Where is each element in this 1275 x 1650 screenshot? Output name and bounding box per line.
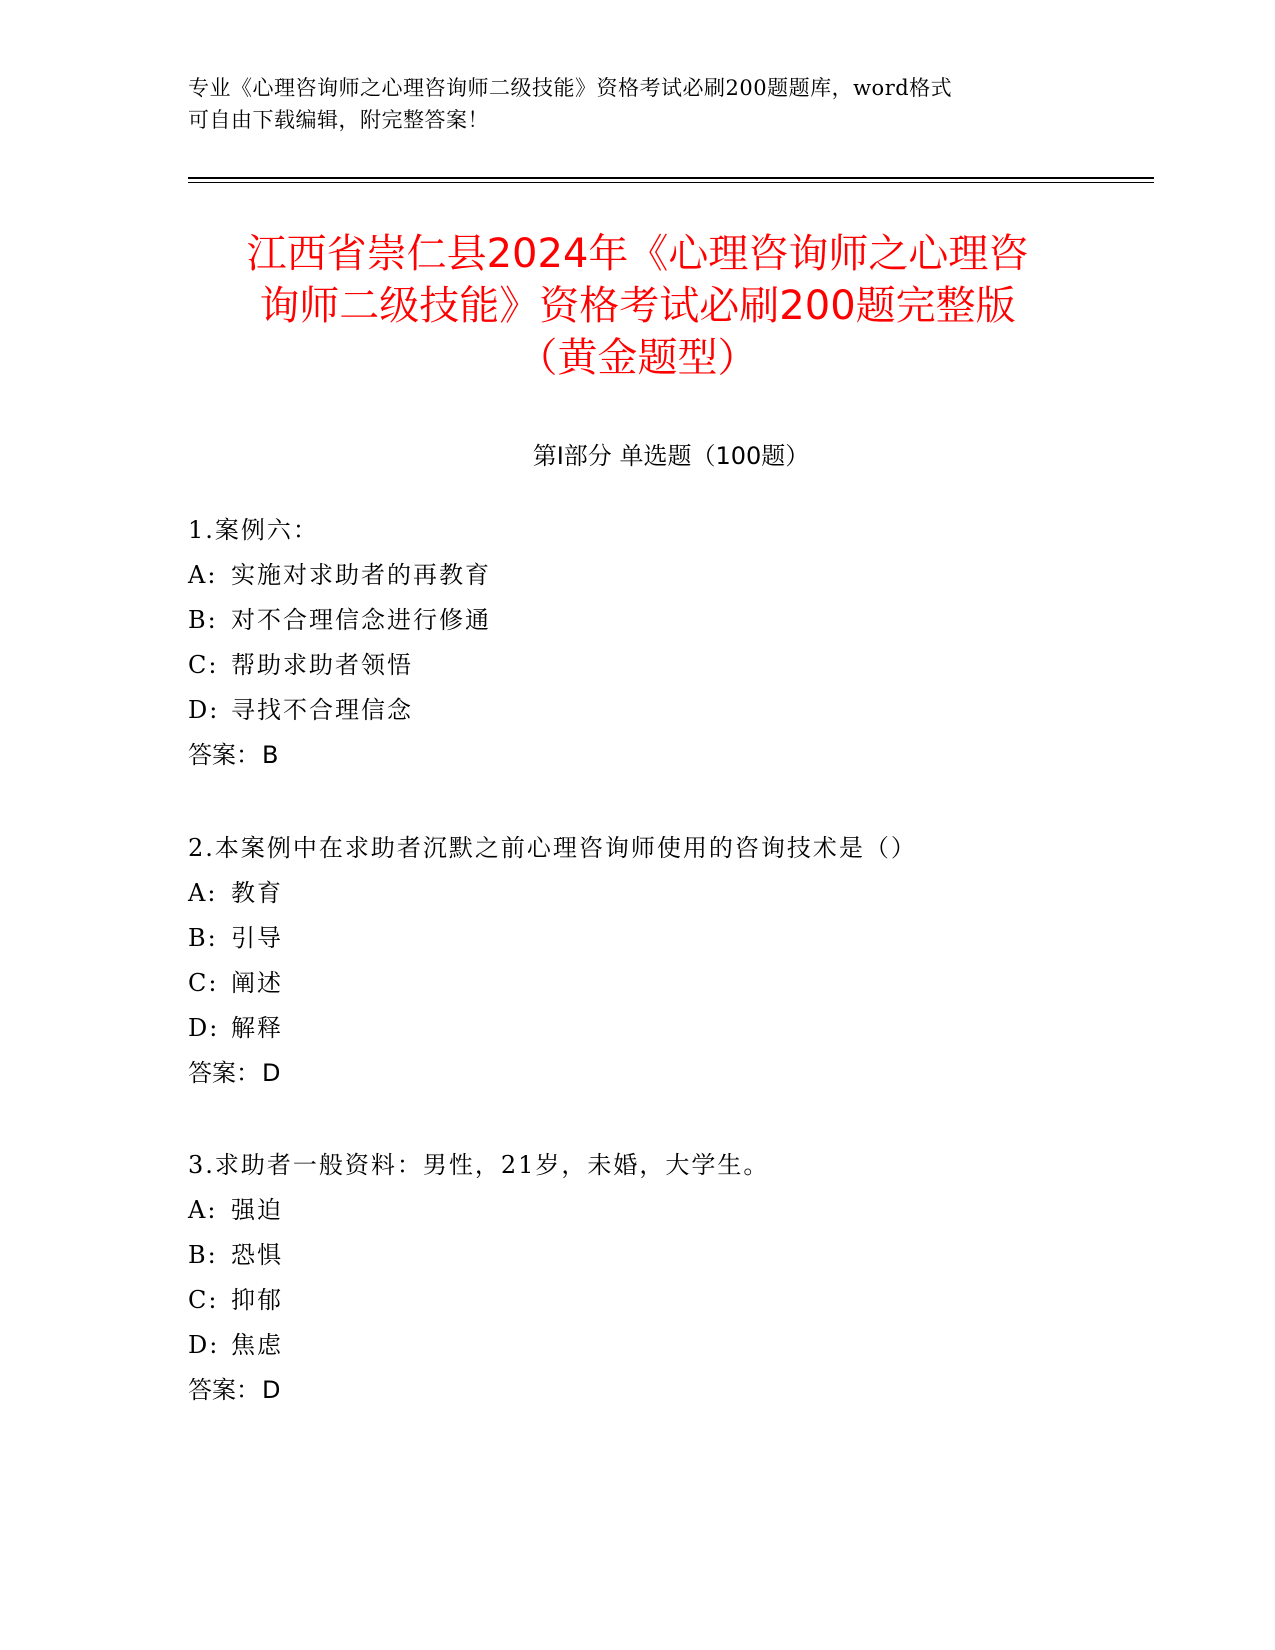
option-a: [188, 871, 1154, 916]
option-c: [188, 643, 1154, 688]
answer-label: 答案：: [188, 741, 260, 769]
option-d: [188, 688, 1154, 733]
option-letter: C:: [188, 651, 219, 679]
option-d: [188, 1006, 1154, 1051]
option-letter: C:: [188, 1286, 219, 1314]
option-text: 寻找不合理信念: [231, 696, 413, 724]
document-title-line-2: 询师二级技能》资格考试必刷200题完整版: [259, 283, 1016, 329]
answer-line: [188, 733, 1154, 778]
section-heading: 第Ⅰ部分 单选题（100题）: [532, 442, 810, 470]
option-letter: D:: [188, 1014, 220, 1042]
answer-value: B: [262, 741, 279, 769]
option-letter: D:: [188, 1331, 220, 1359]
option-letter: C:: [188, 969, 219, 997]
option-letter: B:: [188, 606, 218, 634]
answer-value: D: [262, 1059, 281, 1087]
document-title: [160, 228, 1115, 384]
option-c: [188, 1278, 1154, 1323]
option-text: 抑郁: [231, 1286, 283, 1314]
document-title-line-1: 江西省崇仁县2024年《心理咨询师之心理咨: [246, 231, 1029, 277]
question-stem: 1.案例六：: [188, 516, 319, 544]
question-stem: 3.求助者一般资料：男性，21岁，未婚，大学生。: [188, 1151, 770, 1179]
option-a: [188, 1188, 1154, 1233]
option-letter: A:: [188, 561, 218, 589]
question-2: [188, 826, 1154, 1096]
option-text: 强迫: [231, 1196, 283, 1224]
option-text: 引导: [231, 924, 283, 952]
option-text: 焦虑: [231, 1331, 283, 1359]
answer-value: D: [262, 1376, 281, 1404]
header-rule-thin: [188, 182, 1154, 183]
option-c: [188, 961, 1154, 1006]
answer-line: [188, 1051, 1154, 1096]
answer-label: 答案：: [188, 1376, 260, 1404]
question-1: [188, 508, 1154, 778]
answer-label: 答案：: [188, 1059, 260, 1087]
header-note-line-2: 可自由下载编辑，附完整答案！: [188, 108, 489, 132]
option-text: 对不合理信念进行修通: [231, 606, 491, 634]
option-d: [188, 1323, 1154, 1368]
document-title-line-3: （黄金题型）: [517, 335, 758, 381]
option-text: 阐述: [231, 969, 283, 997]
header-note: [188, 72, 1068, 136]
option-text: 教育: [231, 879, 283, 907]
option-letter: A:: [188, 1196, 218, 1224]
option-a: [188, 553, 1154, 598]
option-letter: D:: [188, 696, 220, 724]
option-letter: B:: [188, 1241, 218, 1269]
option-text: 实施对求助者的再教育: [231, 561, 491, 589]
option-b: [188, 916, 1154, 961]
question-stem: 2.本案例中在求助者沉默之前心理咨询师使用的咨询技术是（）: [188, 834, 917, 862]
option-b: [188, 598, 1154, 643]
header-note-line-1: 专业《心理咨询师之心理咨询师二级技能》资格考试必刷200题题库，word格式: [188, 76, 953, 100]
option-text: 恐惧: [231, 1241, 283, 1269]
option-text: 解释: [231, 1014, 283, 1042]
option-letter: A:: [188, 879, 218, 907]
question-3: [188, 1143, 1154, 1413]
option-letter: B:: [188, 924, 218, 952]
answer-line: [188, 1368, 1154, 1413]
option-b: [188, 1233, 1154, 1278]
option-text: 帮助求助者领悟: [231, 651, 413, 679]
header-rule-thick: [188, 177, 1154, 179]
